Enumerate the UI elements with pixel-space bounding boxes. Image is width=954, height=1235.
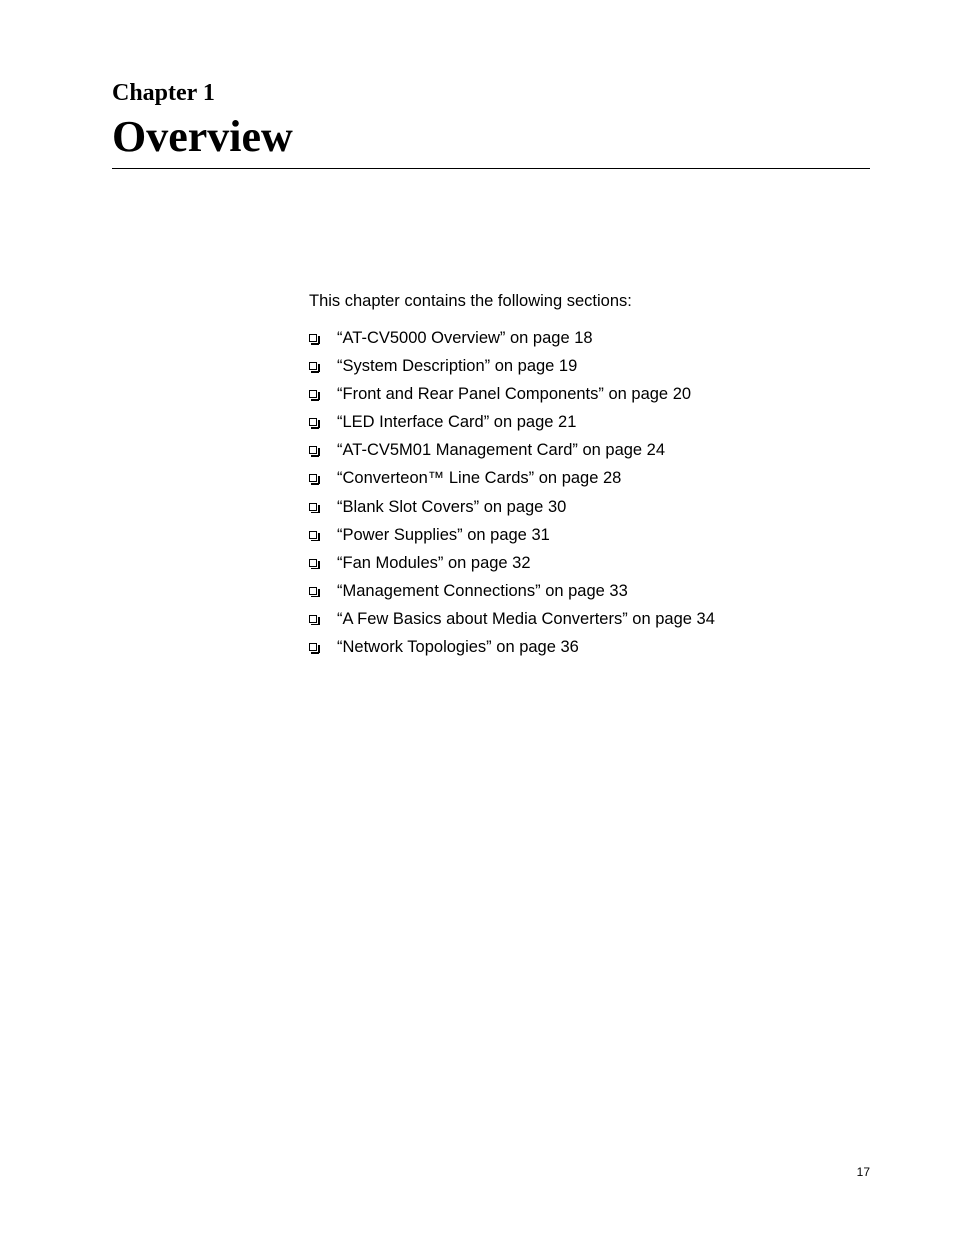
checkbox-bullet-icon (309, 362, 317, 370)
chapter-label: Chapter 1 (112, 80, 215, 106)
checkbox-bullet-icon (309, 503, 317, 511)
section-link[interactable]: “Fan Modules” on page 32 (337, 553, 531, 572)
list-item[interactable] (309, 327, 715, 355)
checkbox-bullet-icon (309, 615, 317, 623)
section-link[interactable]: “AT-CV5M01 Management Card” on page 24 (337, 441, 666, 460)
checkbox-bullet-icon (309, 531, 317, 539)
section-link[interactable]: “System Description” on page 19 (337, 357, 578, 376)
checkbox-bullet-icon (309, 559, 317, 567)
section-link[interactable]: “Management Connections” on page 33 (337, 581, 628, 600)
list-item[interactable] (309, 524, 715, 552)
section-link[interactable]: “Converteon™ Line Cards” on page 28 (337, 469, 622, 488)
list-item[interactable] (309, 355, 715, 383)
list-item[interactable] (309, 467, 715, 495)
section-link[interactable]: “A Few Basics about Media Converters” on page 34 (337, 609, 715, 628)
section-link[interactable]: “AT-CV5000 Overview” on page 18 (337, 329, 593, 347)
checkbox-bullet-icon (309, 418, 317, 426)
section-link[interactable]: “Network Topologies” on page 36 (337, 638, 579, 657)
checkbox-bullet-icon (309, 643, 317, 651)
list-item[interactable] (309, 580, 715, 608)
checkbox-bullet-icon (309, 474, 317, 482)
list-item[interactable] (309, 636, 715, 664)
list-item[interactable] (309, 608, 715, 636)
list-item[interactable] (309, 439, 715, 467)
page-number: 17 (856, 1165, 870, 1179)
checkbox-bullet-icon (309, 446, 317, 454)
list-item[interactable] (309, 411, 715, 439)
section-link[interactable]: “Blank Slot Covers” on page 30 (337, 497, 567, 516)
checkbox-bullet-icon (309, 390, 317, 398)
list-item[interactable] (309, 383, 715, 411)
list-item[interactable] (309, 552, 715, 580)
section-link[interactable]: “Power Supplies” on page 31 (337, 525, 550, 544)
section-list (309, 327, 715, 664)
intro-text: This chapter contains the following sections: (309, 292, 632, 310)
checkbox-bullet-icon (309, 334, 317, 342)
chapter-title: Overview (112, 112, 293, 161)
title-divider (112, 168, 870, 169)
list-item[interactable] (309, 496, 715, 524)
section-link[interactable]: “Front and Rear Panel Components” on page 20 (337, 385, 692, 404)
checkbox-bullet-icon (309, 587, 317, 595)
section-link[interactable]: “LED Interface Card” on page 21 (337, 413, 577, 432)
